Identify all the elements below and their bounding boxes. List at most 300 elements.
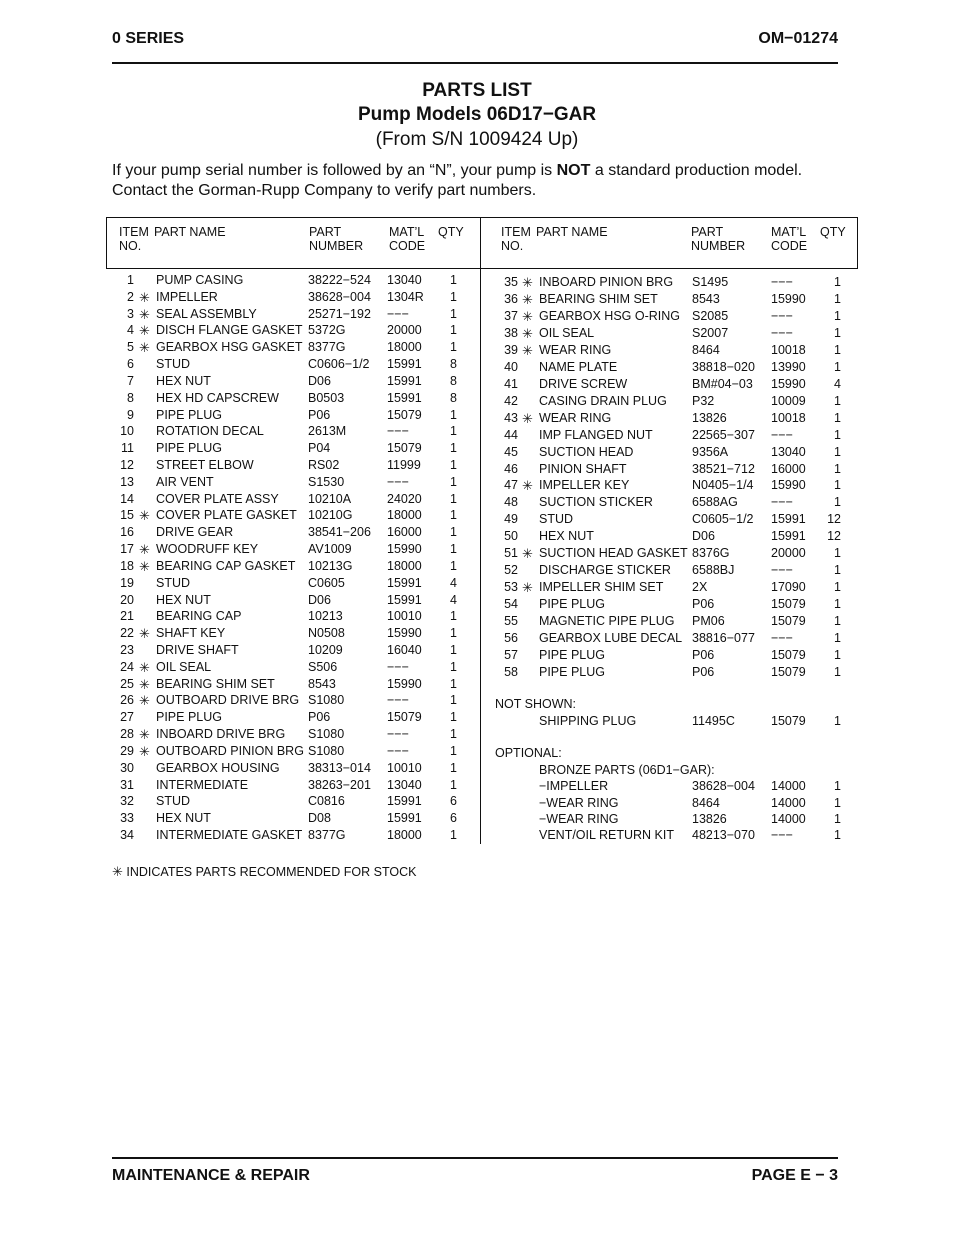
item-number: 54 xyxy=(504,597,518,611)
part-name: BEARING SHIM SET xyxy=(539,292,658,306)
item-number: 4 xyxy=(127,323,134,337)
item-number: 13 xyxy=(120,475,134,489)
part-number: 6588AG xyxy=(692,495,738,509)
part-number: 10210G xyxy=(308,508,353,522)
part-name: GEARBOX HSG O-RING xyxy=(539,309,680,323)
part-name: PIPE PLUG xyxy=(539,648,605,662)
column-header-part-number: PART NUMBER xyxy=(309,225,364,253)
quantity: 1 xyxy=(834,495,841,509)
document-number: OM−01274 xyxy=(758,30,838,47)
quantity: 6 xyxy=(450,794,457,808)
part-number: PM06 xyxy=(692,614,725,628)
material-code: 15991 xyxy=(771,512,806,526)
part-name: NAME PLATE xyxy=(539,360,618,374)
part-name: AIR VENT xyxy=(156,475,214,489)
material-code: 15991 xyxy=(387,794,422,808)
recommended-stock-icon: ✳ xyxy=(139,660,150,675)
table-row xyxy=(0,360,954,376)
quantity: 1 xyxy=(834,343,841,357)
material-code: 15079 xyxy=(771,714,806,728)
quantity: 6 xyxy=(450,811,457,825)
item-number: 12 xyxy=(120,458,134,472)
table-row xyxy=(0,478,954,494)
material-code: 10018 xyxy=(771,411,806,425)
part-name: HEX NUT xyxy=(156,593,211,607)
part-number: P32 xyxy=(692,394,715,408)
part-number: 8377G xyxy=(308,340,346,354)
part-name: −WEAR RING xyxy=(539,811,619,826)
item-number: 26 xyxy=(120,693,134,707)
item-number: 39 xyxy=(504,343,518,357)
quantity: 1 xyxy=(834,648,841,662)
material-code: 16000 xyxy=(387,525,422,539)
table-row xyxy=(0,462,954,478)
recommended-stock-icon: ✳ xyxy=(522,546,533,561)
part-name: −IMPELLER xyxy=(539,779,609,794)
table-row xyxy=(0,309,954,325)
item-number: 32 xyxy=(120,794,134,808)
quantity: 1 xyxy=(450,307,457,321)
part-name: BEARING CAP GASKET xyxy=(156,559,296,573)
item-number: 6 xyxy=(127,357,134,371)
table-row xyxy=(0,597,954,613)
part-number: 6588BJ xyxy=(692,563,735,577)
quantity: 1 xyxy=(834,445,841,459)
table-row xyxy=(0,292,954,308)
quantity: 1 xyxy=(834,309,841,323)
part-number: 38222−524 xyxy=(308,273,371,287)
intro-paragraph xyxy=(112,161,852,201)
quantity: 1 xyxy=(834,779,841,794)
quantity: 1 xyxy=(450,408,457,422)
material-code: 13040 xyxy=(387,778,422,792)
material-code: −−− xyxy=(771,428,793,442)
recommended-stock-icon: ✳ xyxy=(139,508,150,523)
quantity: 1 xyxy=(834,811,841,826)
material-code: 10010 xyxy=(387,761,422,775)
quantity: 1 xyxy=(450,458,457,472)
item-number: 7 xyxy=(127,374,134,388)
quantity: 12 xyxy=(827,529,841,543)
part-number: 5372G xyxy=(308,323,346,337)
material-code: 18000 xyxy=(387,340,422,354)
part-name: HEX NUT xyxy=(539,529,594,543)
part-number: 38818−020 xyxy=(692,360,755,374)
part-name: IMPELLER KEY xyxy=(539,478,630,492)
quantity: 1 xyxy=(450,441,457,455)
part-name: IMPELLER SHIM SET xyxy=(539,580,664,594)
part-name: STUD xyxy=(156,794,191,808)
quantity: 1 xyxy=(450,340,457,354)
table-row xyxy=(0,763,954,779)
table-row xyxy=(0,580,954,596)
part-number: P06 xyxy=(308,710,331,724)
material-code: 18000 xyxy=(387,559,422,573)
quantity: 4 xyxy=(450,576,457,590)
part-name: PIPE PLUG xyxy=(539,597,605,611)
item-number: 2 xyxy=(127,290,134,304)
material-code: 20000 xyxy=(771,546,806,560)
part-name: PIPE PLUG xyxy=(539,665,605,679)
part-number: C0816 xyxy=(308,794,345,808)
table-row xyxy=(0,495,954,511)
item-number: 14 xyxy=(120,492,134,506)
page-title: PARTS LIST xyxy=(422,80,532,101)
item-number: 22 xyxy=(120,626,134,640)
table-row xyxy=(0,744,954,760)
part-name: OUTBOARD DRIVE BRG xyxy=(156,693,300,707)
material-code: 15991 xyxy=(771,529,806,543)
material-code: −−− xyxy=(387,424,409,438)
item-number: 52 xyxy=(504,563,518,577)
quantity: 1 xyxy=(450,475,457,489)
quantity: 1 xyxy=(450,273,457,287)
part-name: PIPE PLUG xyxy=(156,441,222,455)
material-code: 15991 xyxy=(387,391,422,405)
material-code: −−− xyxy=(771,326,793,340)
material-code: −−− xyxy=(771,828,793,843)
material-code: 20000 xyxy=(387,323,422,337)
quantity: 1 xyxy=(450,290,457,304)
page-number: PAGE E − 3 xyxy=(751,1167,838,1184)
part-number: N0508 xyxy=(308,626,345,640)
material-code: −−− xyxy=(387,475,409,489)
material-code: 14000 xyxy=(771,779,806,794)
part-number: S1080 xyxy=(308,744,345,758)
table-row xyxy=(0,648,954,664)
recommended-stock-icon: ✳ xyxy=(522,275,533,290)
part-number: S1495 xyxy=(692,275,729,289)
recommended-stock-icon: ✳ xyxy=(522,478,533,493)
part-name: DRIVE SHAFT xyxy=(156,643,239,657)
footnote-text: INDICATES PARTS RECOMMENDED FOR STOCK xyxy=(126,865,417,879)
table-row xyxy=(0,445,954,461)
material-code: 16000 xyxy=(771,462,806,476)
part-number: 38541−206 xyxy=(308,525,371,539)
item-number: 51 xyxy=(504,546,518,560)
serial-range: (From S/N 1009424 Up) xyxy=(375,129,579,150)
quantity: 1 xyxy=(834,546,841,560)
part-number: 38628−004 xyxy=(308,290,371,304)
page-header xyxy=(112,30,838,64)
recommended-stock-icon: ✳ xyxy=(139,744,150,759)
quantity: 1 xyxy=(834,428,841,442)
material-code: 15990 xyxy=(387,677,422,691)
item-number: 35 xyxy=(504,275,518,289)
quantity: 1 xyxy=(450,525,457,539)
item-number: 40 xyxy=(504,360,518,374)
table-row xyxy=(0,779,954,795)
quantity: 1 xyxy=(450,626,457,640)
item-number: 34 xyxy=(120,828,134,842)
item-number: 23 xyxy=(120,643,134,657)
material-code: 15990 xyxy=(771,478,806,492)
item-number: 38 xyxy=(504,326,518,340)
material-code: 10010 xyxy=(387,609,422,623)
part-number: 22565−307 xyxy=(692,428,755,442)
material-code: 15991 xyxy=(387,357,422,371)
part-number: 10209 xyxy=(308,643,343,657)
material-code: 18000 xyxy=(387,828,422,842)
part-number: 10213 xyxy=(308,609,343,623)
part-name: MAGNETIC PIPE PLUG xyxy=(539,614,675,628)
recommended-stock-icon: ✳ xyxy=(139,323,150,338)
quantity: 4 xyxy=(834,377,841,391)
quantity: 1 xyxy=(834,631,841,645)
material-code: 15079 xyxy=(387,441,422,455)
item-number: 30 xyxy=(120,761,134,775)
column-header-part-name: PART NAME xyxy=(536,225,608,239)
footnote xyxy=(112,864,416,880)
part-name: DISCHARGE STICKER xyxy=(539,563,671,577)
page-subtitle: Pump Models 06D17−GAR xyxy=(357,104,597,125)
recommended-stock-icon: ✳ xyxy=(522,309,533,324)
part-name: INTERMEDIATE GASKET xyxy=(156,828,303,842)
item-number: 15 xyxy=(120,508,134,522)
material-code: 15990 xyxy=(387,626,422,640)
quantity: 1 xyxy=(834,795,841,810)
part-name: PIPE PLUG xyxy=(156,710,222,724)
quantity: 12 xyxy=(827,512,841,526)
quantity: 1 xyxy=(450,542,457,556)
part-name: INBOARD PINION BRG xyxy=(539,275,674,289)
part-number: 8377G xyxy=(308,828,346,842)
item-number: 49 xyxy=(504,512,518,526)
quantity: 1 xyxy=(450,660,457,674)
quantity: 1 xyxy=(450,508,457,522)
quantity: 1 xyxy=(450,744,457,758)
part-name: IMP FLANGED NUT xyxy=(539,428,653,442)
part-name: BRONZE PARTS (06D1−GAR): xyxy=(539,763,715,777)
table-row xyxy=(0,326,954,342)
part-name: DRIVE SCREW xyxy=(539,377,628,391)
material-code: −−− xyxy=(387,660,409,674)
part-number: 13826 xyxy=(692,411,727,425)
material-code: −−− xyxy=(387,744,409,758)
quantity: 1 xyxy=(450,778,457,792)
item-number: 25 xyxy=(120,677,134,691)
item-number: 36 xyxy=(504,292,518,306)
column-header-mat-code: MAT’L CODE xyxy=(389,225,426,253)
part-name: ROTATION DECAL xyxy=(156,424,264,438)
item-number: 46 xyxy=(504,462,518,476)
quantity: 1 xyxy=(450,828,457,842)
item-number: 5 xyxy=(127,340,134,354)
part-number: 8464 xyxy=(692,795,720,810)
material-code: 16040 xyxy=(387,643,422,657)
series-label: 0 SERIES xyxy=(112,30,185,47)
item-number: 27 xyxy=(120,710,134,724)
part-name: STREET ELBOW xyxy=(156,458,254,472)
material-code: 18000 xyxy=(387,508,422,522)
item-number: 10 xyxy=(120,424,134,438)
table-row xyxy=(0,631,954,647)
material-code: 15990 xyxy=(771,292,806,306)
quantity: 8 xyxy=(450,391,457,405)
recommended-stock-icon: ✳ xyxy=(139,340,150,355)
part-number: 38816−077 xyxy=(692,631,755,645)
quantity: 1 xyxy=(834,326,841,340)
quantity: 1 xyxy=(834,614,841,628)
material-code: −−− xyxy=(771,275,793,289)
part-name: VENT/OIL RETURN KIT xyxy=(539,828,674,843)
part-name: WEAR RING xyxy=(539,411,612,425)
part-number: 10213G xyxy=(308,559,353,573)
part-name: WEAR RING xyxy=(539,343,612,357)
part-name: STUD xyxy=(156,357,191,371)
quantity: 1 xyxy=(834,665,841,679)
part-number: 9356A xyxy=(692,445,729,459)
material-code: 15990 xyxy=(387,542,422,556)
part-name: IMPELLER xyxy=(156,290,218,304)
part-name: SEAL ASSEMBLY xyxy=(156,307,257,321)
quantity: 1 xyxy=(450,693,457,707)
part-name: SHAFT KEY xyxy=(156,626,226,640)
item-number: 56 xyxy=(504,631,518,645)
part-number: P04 xyxy=(308,441,331,455)
table-row xyxy=(0,343,954,359)
part-number: N0405−1/4 xyxy=(692,478,754,492)
quantity: 1 xyxy=(450,761,457,775)
quantity: 1 xyxy=(834,462,841,476)
item-number: 57 xyxy=(504,648,518,662)
table-row xyxy=(0,693,954,709)
part-name: HEX HD CAPSCREW xyxy=(156,391,279,405)
table-row xyxy=(0,428,954,444)
item-number: 45 xyxy=(504,445,518,459)
part-number: 2613M xyxy=(308,424,347,438)
part-number: 8543 xyxy=(308,677,336,691)
material-code: 15079 xyxy=(771,648,806,662)
material-code: −−− xyxy=(771,309,793,323)
part-name: SUCTION STICKER xyxy=(539,495,653,509)
item-number: 18 xyxy=(120,559,134,573)
part-name: −WEAR RING xyxy=(539,795,619,810)
part-number: S1080 xyxy=(308,693,345,707)
part-name: GEARBOX LUBE DECAL xyxy=(539,631,683,645)
table-row xyxy=(0,828,954,844)
quantity: 1 xyxy=(450,710,457,724)
recommended-stock-icon: ✳ xyxy=(139,542,150,557)
material-code: 15991 xyxy=(387,576,422,590)
material-code: −−− xyxy=(771,563,793,577)
recommended-stock-icon: ✳ xyxy=(522,411,533,426)
intro-before: If your pump serial number is followed by an “N”, your pump is xyxy=(112,162,557,179)
item-number: 48 xyxy=(504,495,518,509)
quantity: 1 xyxy=(834,275,841,289)
table-row xyxy=(0,665,954,681)
item-number: 42 xyxy=(504,394,518,408)
table-row xyxy=(0,546,954,562)
intro-after: a standard production model. Contact the Gorman-Rupp Company to verify part numbers. xyxy=(112,162,803,199)
part-name: OIL SEAL xyxy=(156,660,212,674)
item-number: 58 xyxy=(504,665,518,679)
recommended-stock-icon: ✳ xyxy=(139,559,150,574)
part-name: COVER PLATE GASKET xyxy=(156,508,297,522)
part-number: 48213−070 xyxy=(692,828,755,843)
material-code: −−− xyxy=(387,693,409,707)
column-header-part-name: PART NAME xyxy=(154,225,226,239)
part-number: B0503 xyxy=(308,391,345,405)
item-number: 20 xyxy=(120,593,134,607)
table-row xyxy=(0,275,954,291)
item-number: 53 xyxy=(504,580,518,594)
quantity: 1 xyxy=(834,563,841,577)
item-number: 17 xyxy=(120,542,134,556)
item-number: 29 xyxy=(120,744,134,758)
material-code: 15079 xyxy=(387,408,422,422)
recommended-stock-icon: ✳ xyxy=(139,693,150,708)
not-shown-label: NOT SHOWN: xyxy=(495,697,577,711)
table-row xyxy=(0,377,954,393)
column-header-qty: QTY xyxy=(438,225,464,239)
quantity: 1 xyxy=(834,292,841,306)
item-number: 11 xyxy=(121,441,134,455)
material-code: 10018 xyxy=(771,343,806,357)
column-header-qty: QTY xyxy=(820,225,846,239)
column-header-part-number: PART NUMBER xyxy=(691,225,746,253)
part-name: WOODRUFF KEY xyxy=(156,542,259,556)
recommended-stock-icon: ✳ xyxy=(522,343,533,358)
material-code: 13990 xyxy=(771,360,806,374)
quantity: 1 xyxy=(834,714,841,728)
quantity: 1 xyxy=(834,394,841,408)
table-row xyxy=(0,563,954,579)
part-number: S1530 xyxy=(308,475,345,489)
table-row xyxy=(0,512,954,528)
quantity: 1 xyxy=(450,609,457,623)
material-code: 1304R xyxy=(387,290,424,304)
material-code: 24020 xyxy=(387,492,422,506)
table-row xyxy=(0,614,954,630)
material-code: 15079 xyxy=(771,597,806,611)
part-name: INBOARD DRIVE BRG xyxy=(156,727,286,741)
item-number: 31 xyxy=(120,778,134,792)
part-number: D06 xyxy=(308,593,331,607)
table-row xyxy=(0,714,954,730)
item-number: 37 xyxy=(504,309,518,323)
quantity: 1 xyxy=(834,411,841,425)
part-number: C0606−1/2 xyxy=(308,357,370,371)
part-name: GEARBOX HSG GASKET xyxy=(156,340,303,354)
quantity: 1 xyxy=(834,828,841,843)
quantity: 4 xyxy=(450,593,457,607)
part-name: OIL SEAL xyxy=(539,326,595,340)
material-code: 15990 xyxy=(771,377,806,391)
recommended-stock-icon: ✳ xyxy=(139,626,150,641)
part-number: P06 xyxy=(692,597,715,611)
part-name: GEARBOX HOUSING xyxy=(156,761,280,775)
part-number: D08 xyxy=(308,811,331,825)
material-code: 10009 xyxy=(771,394,806,408)
recommended-stock-icon: ✳ xyxy=(522,292,533,307)
part-number: 10210A xyxy=(308,492,352,506)
item-number: 44 xyxy=(504,428,518,442)
part-number: 38263−201 xyxy=(308,778,371,792)
material-code: 14000 xyxy=(771,811,806,826)
item-number: 50 xyxy=(504,529,518,543)
quantity: 1 xyxy=(450,643,457,657)
quantity: 1 xyxy=(450,559,457,573)
part-number: C0605−1/2 xyxy=(692,512,754,526)
part-number: P06 xyxy=(692,648,715,662)
part-number: 25271−192 xyxy=(308,307,371,321)
item-number: 28 xyxy=(120,727,134,741)
part-name: PUMP CASING xyxy=(156,273,244,287)
part-number: 38521−712 xyxy=(692,462,755,476)
material-code: 13040 xyxy=(387,273,422,287)
recommended-stock-icon: ✳ xyxy=(139,677,150,692)
